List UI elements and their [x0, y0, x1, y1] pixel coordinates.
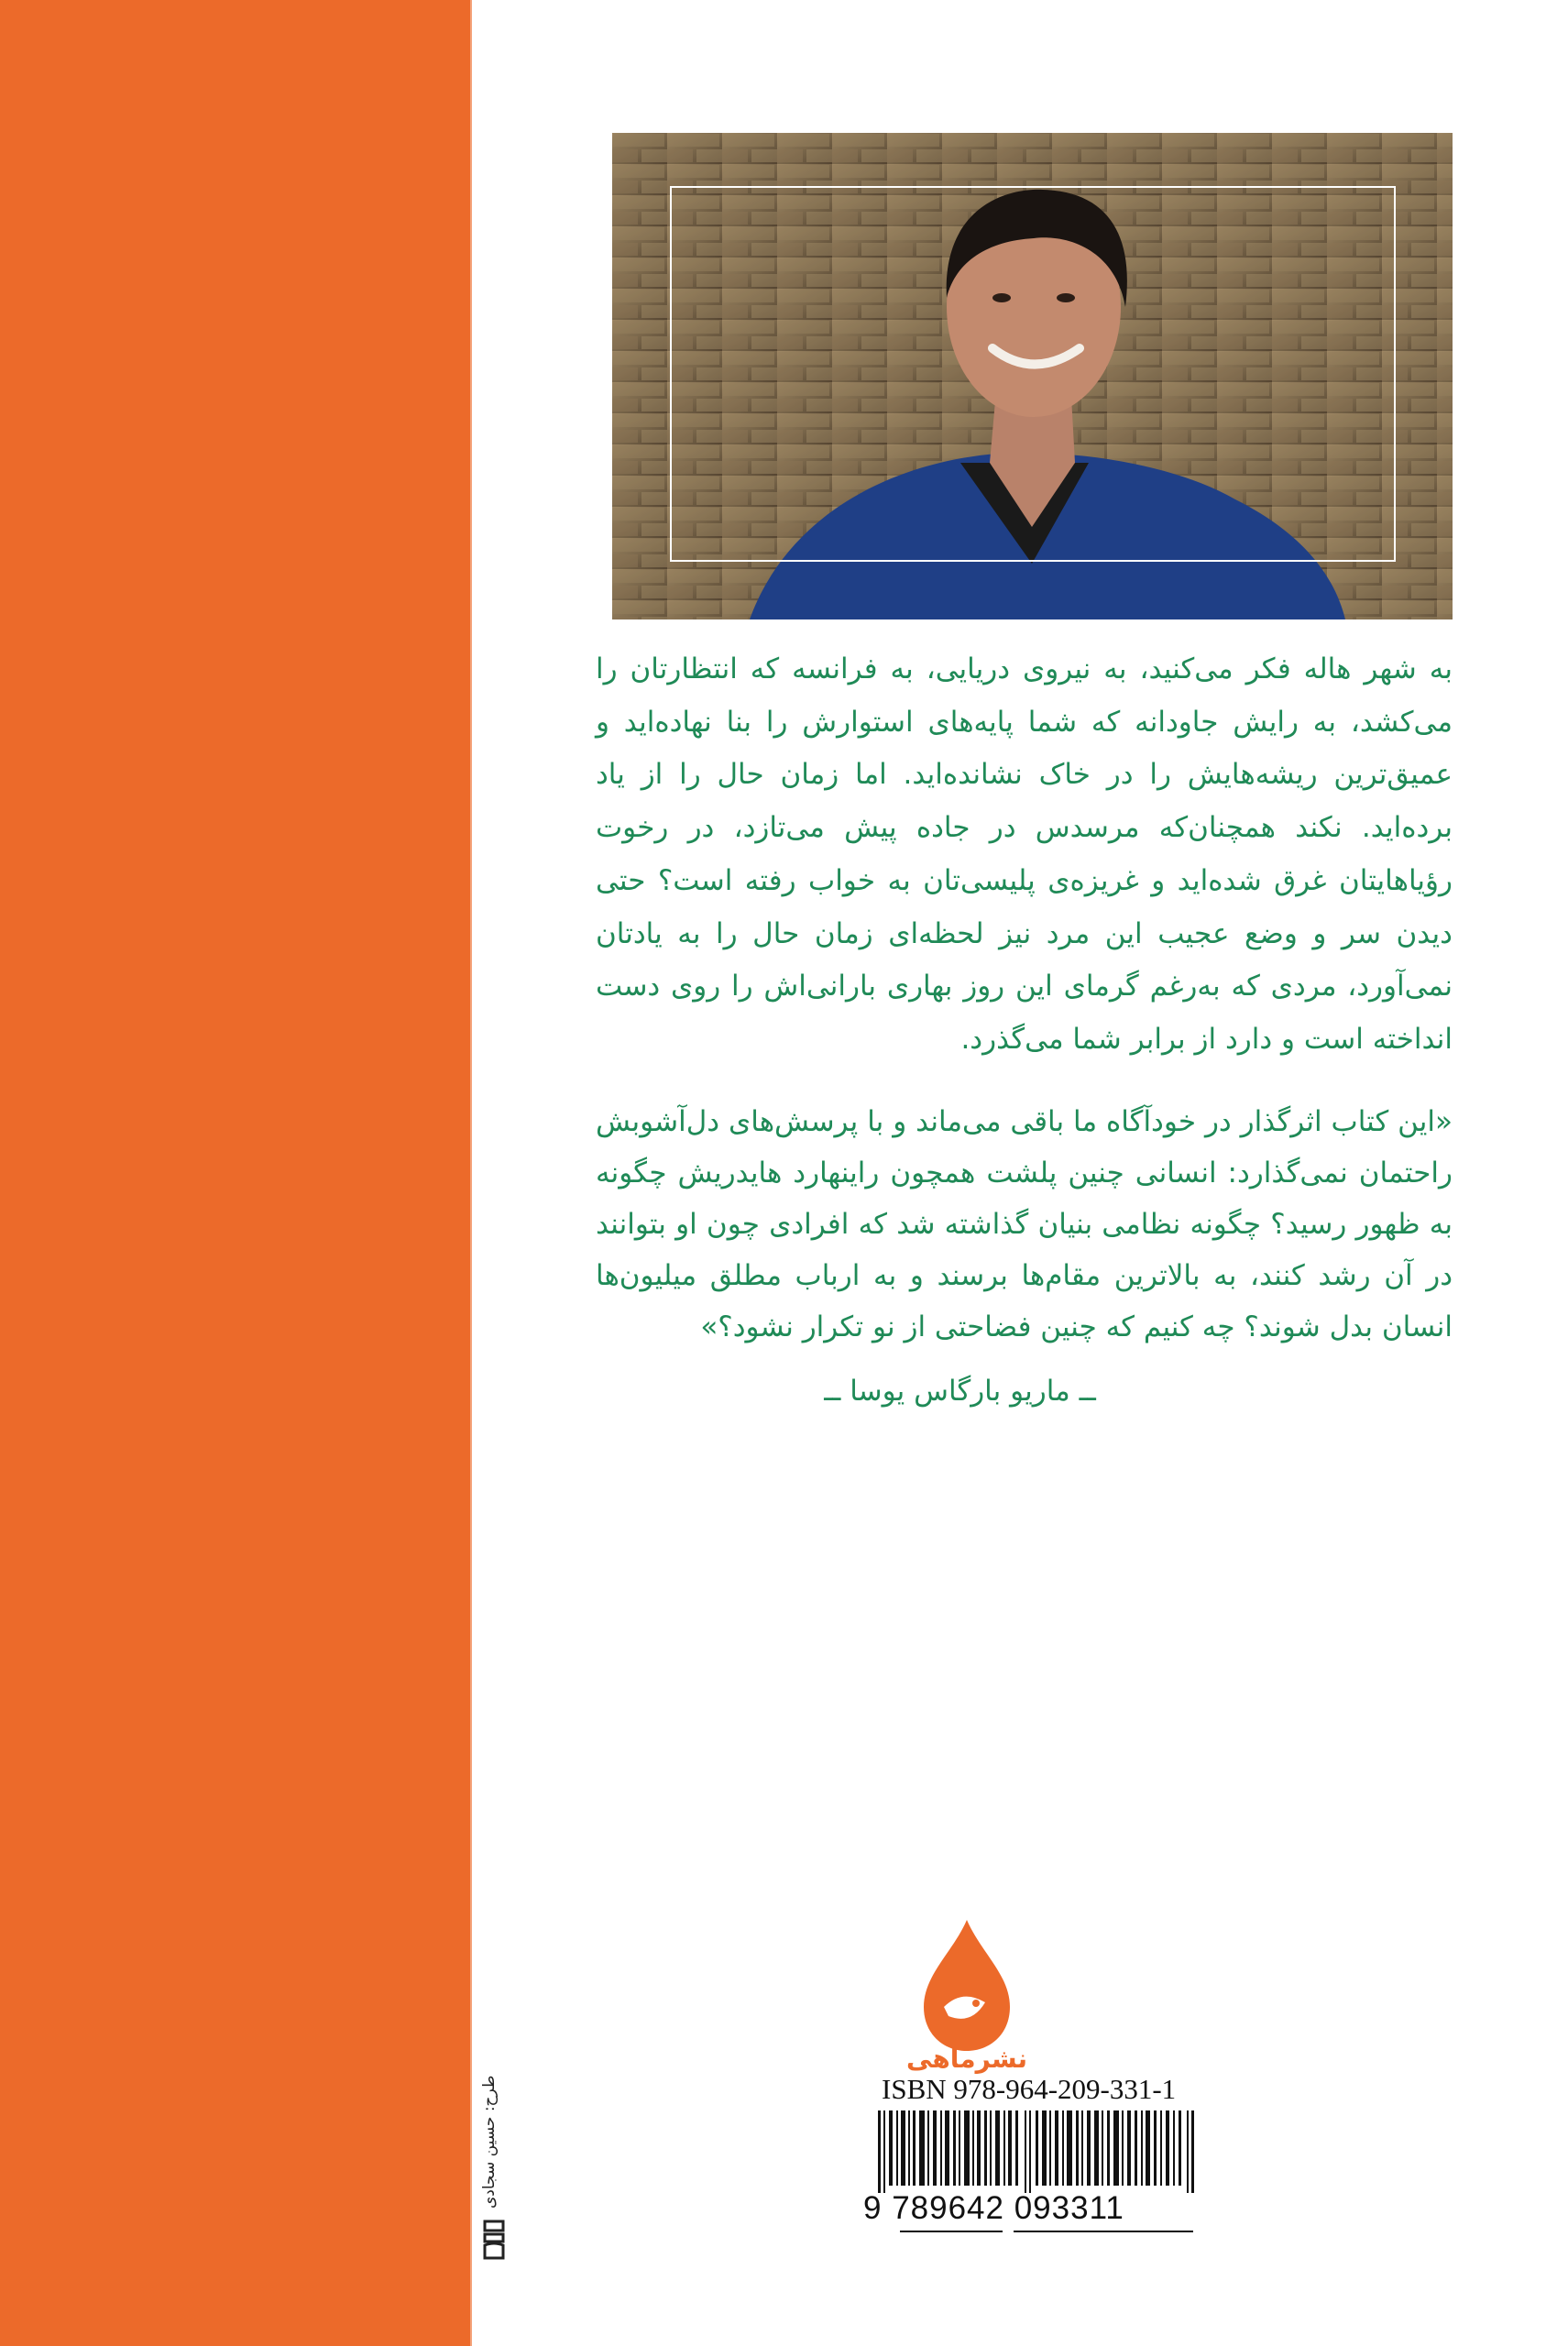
- spine-edge: [470, 0, 472, 2346]
- photo-frame: [670, 186, 1396, 562]
- isbn-number: ISBN 978-964-209-331-1: [882, 2073, 1177, 2105]
- quote-attribution: ــ ماریو بارگاس یوسا ــ: [824, 1375, 1096, 1408]
- designer-mark-icon: [480, 2218, 508, 2262]
- barcode-digits: 9 789642 093311: [863, 2190, 1124, 2226]
- barcode: [878, 2110, 1195, 2193]
- orange-spine: [0, 0, 470, 2346]
- publisher-name: نشرماهی: [905, 2044, 1027, 2074]
- designer-credit: طرح: حسین سجادی: [480, 2075, 499, 2209]
- barcode-underline-left: [900, 2231, 1003, 2232]
- back-cover-blurb: به شهر هاله فکر می‌کنید، به نیروی دریایی، به فرانسه که انتظارتان را می‌کشد، به رایش جاودانه که شما پایه‌های استوارش را بنا نهاده‌اید و عمیق‌ترین ریشه‌هایش را در خاک نشانده‌اید. اما زمان حال را از یاد برده‌اید. نکند همچنان‌که مرسدس در جاده پیش می‌تازد، در رخوت رؤیاهایتان غرق شده‌اید و غریزه‌ی پلیسی‌تان به خواب رفته است؟ حتی دیدن سر و وضع عجیب این مرد نیز لحظه‌ای زمان حال را به یادتان نمی‌آورد، مردی که به‌رغم گرمای این روز بهاری بارانی‌اش را روی دست انداخته است و دارد از برابر شما می‌گذرد.: [596, 652, 1453, 1056]
- barcode-underline-right: [1014, 2231, 1193, 2232]
- fish-drop-logo: [916, 1915, 1017, 2053]
- endorsement-quote: «این کتاب اثرگذار در خودآگاه ما باقی می‌ماند و با پرسش‌های دل‌آشوبش راحتمان نمی‌گذارد: انسانی چنین پلشت همچون راینهارد هایدریش چگونه به ظهور رسید؟ چگونه نظامی بنیان گذاشته شد که افرادی چون او بتوانند در آن رشد کنند، به بالاترین مقام‌ها برسند و به ارباب مطلق میلیون‌ها انسان بدل شوند؟ چه کنیم که چنین فضاحتی از نو تکرار نشود؟»: [596, 1105, 1453, 1343]
